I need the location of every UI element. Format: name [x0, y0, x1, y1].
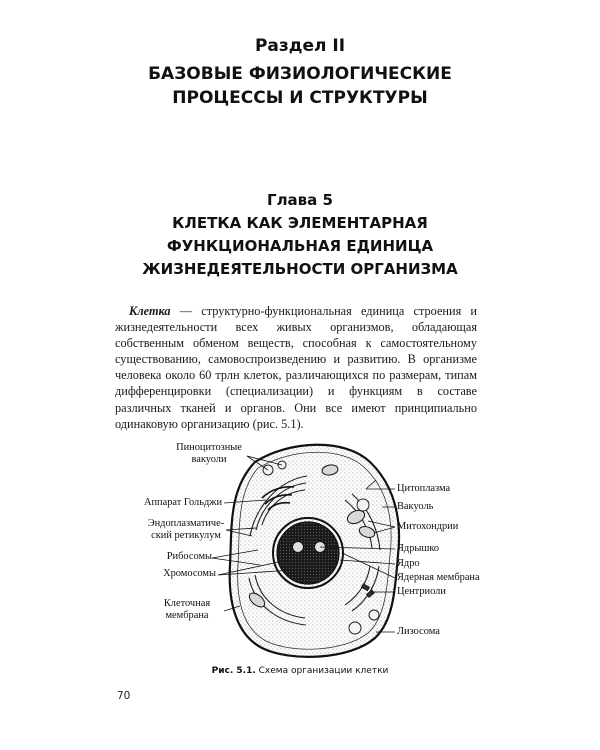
- section-title-line-2: ПРОЦЕССЫ И СТРУКТУРЫ: [172, 88, 428, 108]
- label-ribosomes: Рибосомы: [166, 551, 212, 562]
- label-nucleolus: Ядрышко: [397, 543, 440, 554]
- defined-term: Клетка: [129, 304, 171, 318]
- label-pinocytic-vacuoles: [170, 442, 248, 466]
- paragraph-text: — структурно-функциональная единица строения и жизнедеятельности всех живых организмов, обладающая собственным обменом веществ, способная к самостоятельному существованию, самовоспроизведению и развитию. В организме человека около 60 трлн клеток, различающихся по размерам, типам дифференцировки (специализации) и функциям в составе различных тканей и органов. Они все имеют принципиально одинаковую организацию (рис. 5.1).: [115, 304, 477, 431]
- label-mitochondria: Митохондрии: [397, 521, 459, 532]
- chapter-title-line-1: КЛЕТКА КАК ЭЛЕМЕНТАРНАЯ: [172, 214, 428, 232]
- figure-caption: [0, 666, 600, 676]
- chapter-title-line-2: ФУНКЦИОНАЛЬНАЯ ЕДИНИЦА: [166, 237, 434, 255]
- label-chromosomes: Хромосомы: [163, 568, 216, 579]
- caption-prefix: Рис. 5.1.: [211, 666, 256, 676]
- nucleolus: [293, 542, 304, 553]
- label-er-line-1: Эндоплазматиче-: [147, 518, 225, 529]
- label-membrane-line-2: мембрана: [165, 610, 209, 621]
- label-membrane-line-1: Клеточная: [163, 598, 211, 609]
- label-er: [140, 518, 232, 542]
- caption-text: Схема организации клетки: [255, 666, 389, 676]
- label-cytoplasm: Цитоплазма: [397, 483, 451, 494]
- label-centrioles: Центриоли: [397, 586, 446, 597]
- section-label: Раздел II: [254, 36, 346, 56]
- section-title-line-1: БАЗОВЫЕ ФИЗИОЛОГИЧЕСКИЕ: [148, 64, 452, 84]
- label-er-line-2: ский ретикулум: [151, 530, 221, 541]
- page-number: 70: [117, 690, 131, 702]
- label-nucleus: Ядро: [397, 558, 420, 569]
- label-nuclear-membrane: Ядерная мембрана: [397, 572, 480, 583]
- chapter-label: Глава 5: [267, 191, 333, 209]
- label-lysosome: Лизосома: [397, 626, 440, 637]
- label-golgi: Аппарат Гольджи: [143, 497, 222, 508]
- label-cell-membrane: [150, 598, 224, 622]
- chapter-title-line-3: ЖИЗНЕДЕЯТЕЛЬНОСТИ ОРГАНИЗМА: [142, 260, 458, 278]
- label-vacuole: Вакуоль: [397, 501, 434, 512]
- nucleus: [273, 518, 343, 588]
- label-pinocytic-line-2: вакуоли: [191, 454, 227, 465]
- label-pinocytic-line-1: Пиноцитозные: [176, 442, 242, 453]
